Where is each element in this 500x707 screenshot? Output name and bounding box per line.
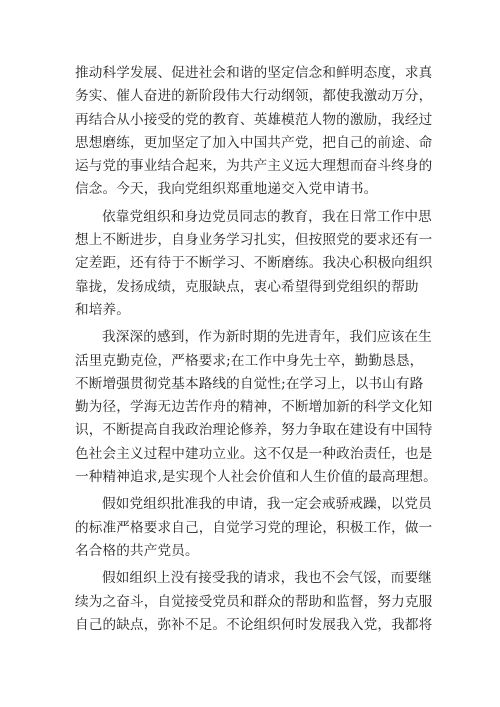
text-line: 不断增强贯彻党基本路线的自觉性;在学习上，以书山有路 bbox=[75, 375, 424, 392]
paragraph-3 bbox=[75, 326, 437, 489]
text-line: 我深深的感到，作为新时期的先进青年，我们应该在生 bbox=[102, 329, 432, 346]
text-line: 思想磨练，更加坚定了加入中国共产党，把自己的前途、命 bbox=[75, 134, 433, 151]
text-line: 识，不断提高自我政治理论修养，努力争取在建设有中国特 bbox=[75, 422, 433, 439]
document-body bbox=[75, 62, 437, 641]
paragraph-1 bbox=[75, 62, 431, 202]
text-line: 假如党组织批准我的申请，我一定会戒骄戒躁，以党员 bbox=[102, 496, 432, 513]
text-line: 靠拢，发扬成绩，克服缺点，衷心希望得到党组织的帮助 bbox=[75, 278, 419, 295]
text-line: 和培养。 bbox=[75, 301, 130, 318]
text-line: 再结合从小接受的党的教育、英雄模范人物的激励，我经过 bbox=[75, 111, 433, 128]
text-line: 续为之奋斗，自觉接受党员和群众的帮助和监督，努力克服 bbox=[75, 593, 433, 610]
paragraph-5 bbox=[75, 567, 431, 637]
text-line: 推动科学发展、促进社会和谐的坚定信念和鲜明态度，求真 bbox=[75, 65, 433, 81]
text-line: 名合格的共产党员。 bbox=[75, 542, 199, 559]
text-line: 勤为径，学海无边苦作舟的精神，不断增加新的科学文化知 bbox=[75, 399, 433, 416]
paragraph-2 bbox=[75, 206, 431, 322]
text-line: 假如组织上没有接受我的请求，我也不会气馁，而要继 bbox=[102, 570, 432, 587]
text-line: 信念。今天，我向党组织郑重地递交入党申请书。 bbox=[75, 181, 378, 198]
text-line: 活里克勤克俭，严格要求;在工作中身先士卒，勤勤恳恳， bbox=[75, 352, 424, 369]
text-line: 运与党的事业结合起来，为共产主义远大理想而奋斗终身的 bbox=[75, 158, 433, 175]
text-line: 的标准严格要求自己，自觉学习党的理论，积极工作，做一 bbox=[75, 519, 433, 536]
text-line: 想上不断进步，自身业务学习扎实，但按照党的要求还有一 bbox=[75, 232, 433, 249]
text-line: 色社会主义过程中建功立业。这不仅是一种政治责任，也是 bbox=[75, 445, 433, 462]
paragraph-4 bbox=[75, 493, 431, 563]
text-line: 自己的缺点，弥补不足。不论组织何时发展我入党，我都将 bbox=[75, 616, 433, 633]
text-line: 依靠党组织和身边党员同志的教育，我在日常工作中思 bbox=[102, 208, 432, 225]
text-line: 定差距，还有待于不断学习、不断磨练。我决心积极向组织 bbox=[75, 255, 433, 272]
text-line: 务实、催人奋进的新阶段伟大行动纲领，都使我激动万分， bbox=[75, 88, 433, 105]
text-line: 一种精神追求,是实现个人社会价值和人生价值的最高理想。 bbox=[75, 469, 437, 486]
